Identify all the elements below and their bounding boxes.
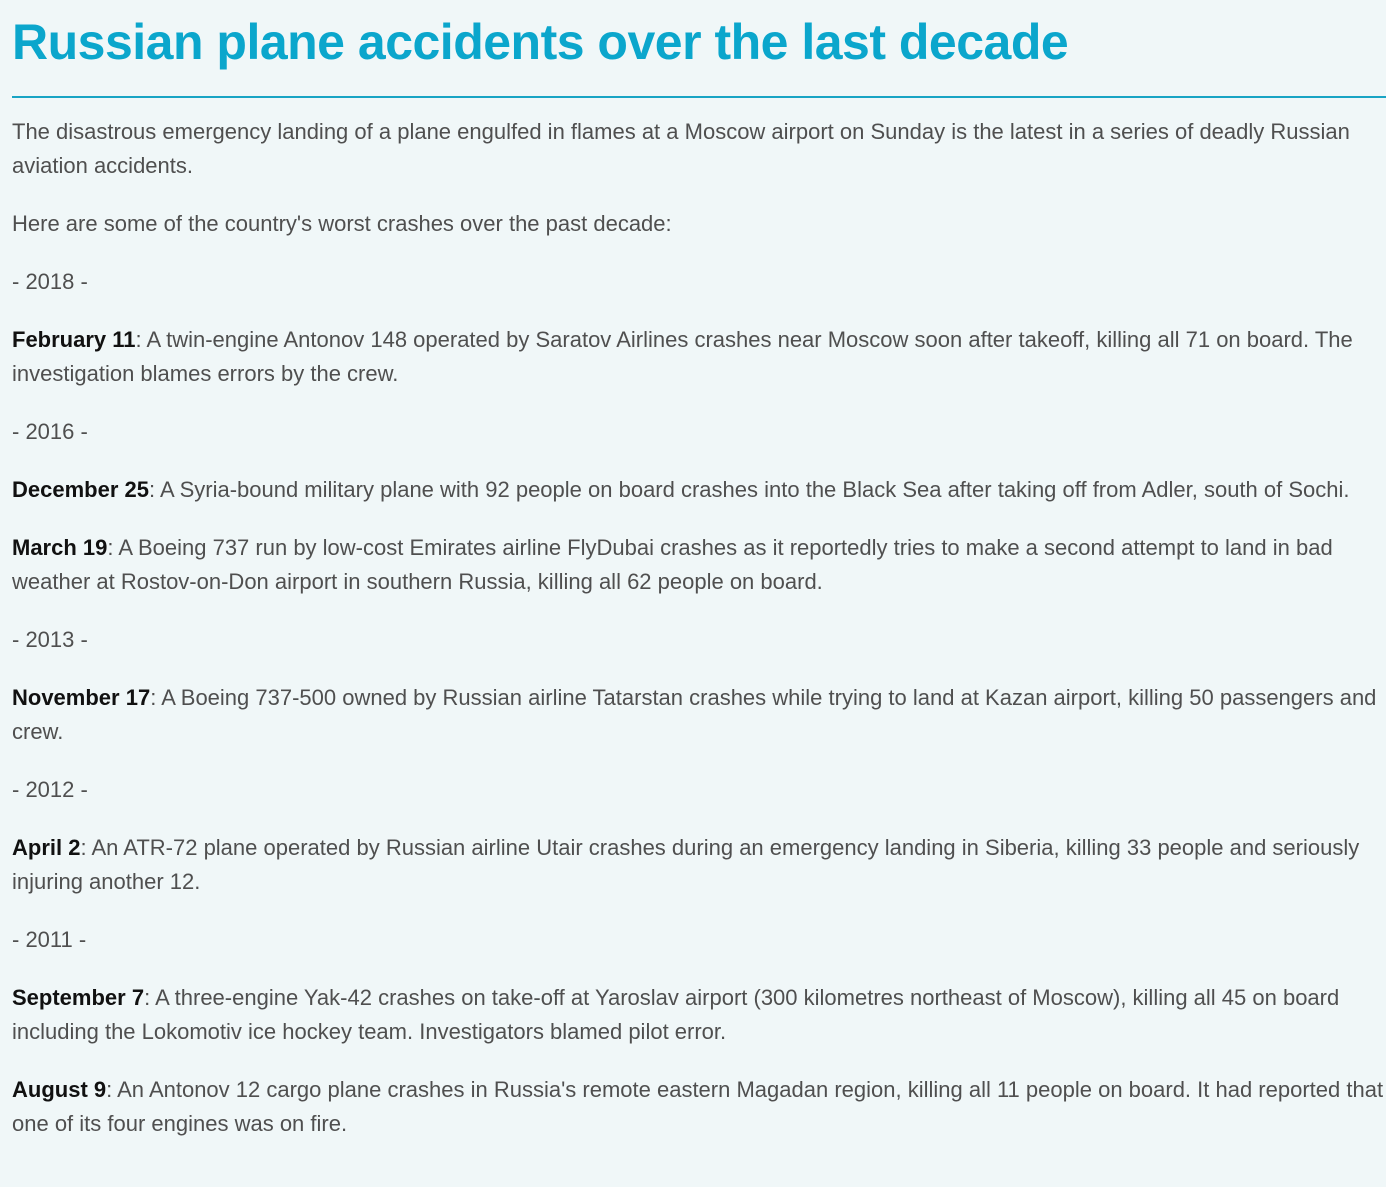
accident-description: : An Antonov 12 cargo plane crashes in Russia's remote eastern Magadan region, killing all 11 people on board. It had reported that one of its four engines was on fire. xyxy=(12,1077,1384,1136)
accident-date: November 17 xyxy=(12,685,151,710)
title-divider xyxy=(12,96,1386,98)
article-body xyxy=(12,115,1386,1165)
accident-description: : An ATR-72 plane operated by Russian airline Utair crashes during an emergency landing in Siberia, killing 33 people and seriously injuring another 12. xyxy=(12,835,1360,894)
accident-entry xyxy=(12,531,1386,599)
year-heading: - 2012 - xyxy=(12,777,88,802)
lead-paragraph: Here are some of the country's worst crashes over the past decade: xyxy=(12,211,672,236)
year-heading: - 2013 - xyxy=(12,627,88,652)
accident-date: February 11 xyxy=(12,327,136,352)
page-title: Russian plane accidents over the last decade xyxy=(12,14,1069,70)
accident-description: : A Syria-bound military plane with 92 people on board crashes into the Black Sea after taking off from Adler, south of Sochi. xyxy=(148,477,1350,502)
accident-entry xyxy=(12,323,1386,391)
accident-date: September 7 xyxy=(12,985,145,1010)
year-heading: - 2011 - xyxy=(12,927,87,952)
year-heading: - 2016 - xyxy=(12,419,88,444)
accident-description: : A twin-engine Antonov 148 operated by Saratov Airlines crashes near Moscow soon after takeoff, killing all 71 on board. The investigation blames errors by the crew. xyxy=(12,327,1353,386)
accident-date: August 9 xyxy=(12,1077,107,1102)
article xyxy=(12,0,1386,1136)
accident-entry xyxy=(12,1073,1386,1141)
accident-entry xyxy=(12,831,1386,899)
accident-entry xyxy=(12,981,1386,1049)
accident-date: December 25 xyxy=(12,477,149,502)
accident-description: : A Boeing 737-500 owned by Russian airline Tatarstan crashes while trying to land at Kazan airport, killing 50 passengers and crew. xyxy=(12,685,1377,744)
accident-description: : A three-engine Yak-42 crashes on take-off at Yaroslav airport (300 kilometres northeast of Moscow), killing all 45 on board including the Lokomotiv ice hockey team. Investigators blamed pilot error. xyxy=(12,985,1340,1044)
accident-description: : A Boeing 737 run by low-cost Emirates airline FlyDubai crashes as it reportedly tries to make a second attempt to land in bad weather at Rostov-on-Don airport in southern Russia, killing all 62 people on board. xyxy=(12,535,1333,594)
year-heading: - 2018 - xyxy=(12,269,88,294)
intro-paragraph: The disastrous emergency landing of a plane engulfed in flames at a Moscow airport on Sunday is the latest in a series of deadly Russian aviation accidents. xyxy=(12,119,1350,178)
accident-date: March 19 xyxy=(12,535,108,560)
accident-entry xyxy=(12,681,1386,749)
accident-entry xyxy=(12,473,1386,507)
accident-date: April 2 xyxy=(12,835,81,860)
